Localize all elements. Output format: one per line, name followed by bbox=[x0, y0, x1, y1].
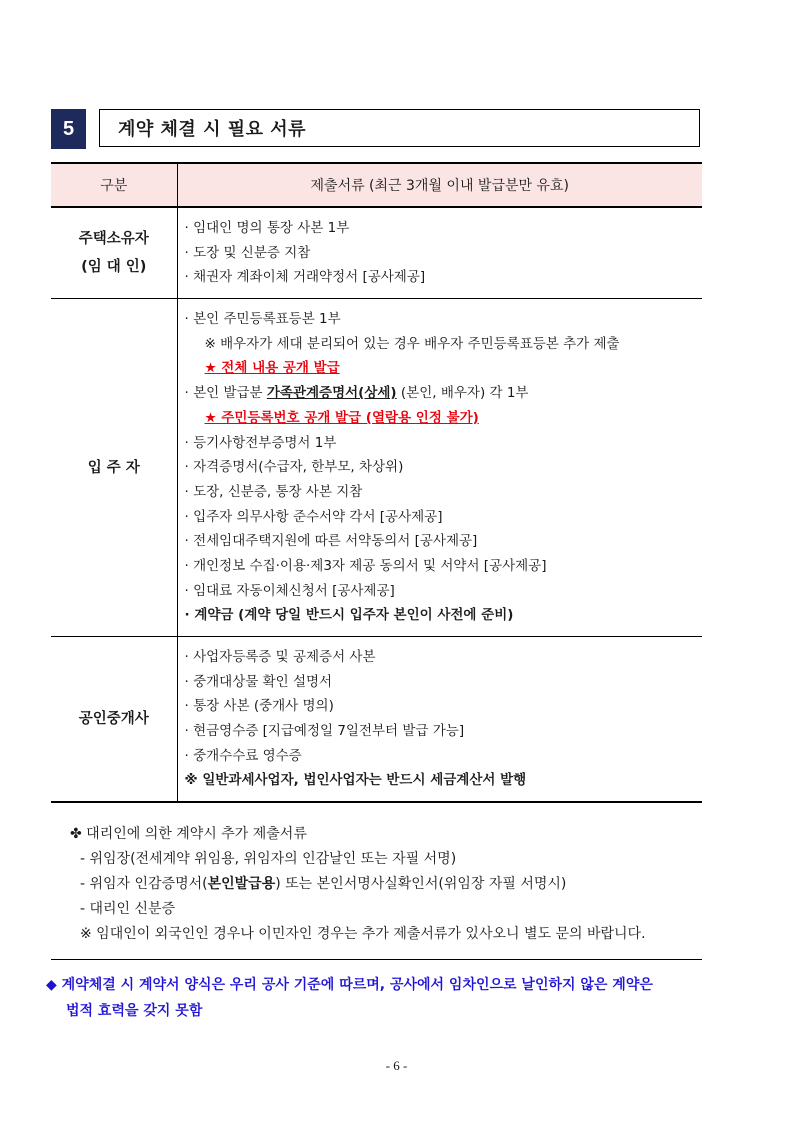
documents-cell bbox=[177, 299, 702, 637]
document-item: · 자격증명서(수급자, 한부모, 차상위) bbox=[184, 459, 404, 476]
header-category: 구분 bbox=[51, 163, 177, 207]
document-item: · 입주자 의무사항 준수서약 각서 [공사제공] bbox=[184, 508, 443, 525]
document-item: · 도장 및 신분증 지참 bbox=[184, 244, 311, 261]
section-number: 5 bbox=[51, 109, 86, 149]
warning-item: ★ 주민등록번호 공개 발급 (열람용 인정 불가) bbox=[204, 409, 479, 426]
category-label: 공인중개사 bbox=[78, 711, 149, 728]
footnote-line: 법적 효력을 갖지 못함 bbox=[66, 1003, 203, 1019]
category-label: 주택소유자 bbox=[78, 231, 149, 248]
category-cell bbox=[51, 207, 177, 299]
warning-item: ★ 전체 내용 공개 발급 bbox=[204, 360, 340, 377]
section-header bbox=[51, 109, 702, 149]
document-item: · 임대인 명의 통장 사본 1부 bbox=[184, 220, 350, 236]
note-item: ※ 배우자가 세대 분리되어 있는 경우 배우자 주민등록표등본 추가 제출 bbox=[204, 335, 620, 352]
divider bbox=[51, 959, 702, 960]
note-line: - 대리인 신분증 bbox=[80, 901, 176, 917]
table-row bbox=[51, 299, 702, 637]
document-item: · 등기사항전부증명서 1부 bbox=[184, 434, 337, 451]
footnote-line: ◆ 계약체결 시 계약서 양식은 우리 공사 기준에 따르며, 공사에서 임차인으로 날인하지 않은 계약은 bbox=[46, 977, 653, 993]
document-item: · 중개수수료 영수증 bbox=[184, 747, 302, 764]
contract-footnote bbox=[46, 972, 653, 1024]
proxy-documents-notes bbox=[70, 822, 646, 947]
category-cell bbox=[51, 637, 177, 803]
section-title: 계약 체결 시 필요 서류 bbox=[99, 109, 700, 147]
document-item-emphasis: 가족관계증명서(상세) bbox=[266, 385, 397, 402]
note-line-text: ) 또는 본인서명사실확인서(위임장 자필 서명시) bbox=[275, 876, 567, 892]
table-row bbox=[51, 207, 702, 299]
document-item: · 현금영수증 [지급예정일 7일전부터 발급 가능] bbox=[184, 723, 465, 740]
documents-cell bbox=[177, 637, 702, 803]
notes-heading: ✤ 대리인에 의한 계약시 추가 제출서류 bbox=[70, 826, 307, 842]
document-item: · 본인 주민등록표등본 1부 bbox=[184, 311, 341, 328]
document-item: · 개인정보 수집·이용·제3자 제공 동의서 및 서약서 [공사제공] bbox=[184, 557, 547, 574]
documents-cell bbox=[177, 207, 702, 299]
document-item-text: · 본인 발급분 bbox=[184, 385, 267, 402]
required-documents-table bbox=[51, 162, 702, 803]
document-item-text: (본인, 배우자) 각 1부 bbox=[396, 385, 529, 402]
document-item: · 채권자 계좌이체 거래약정서 [공사제공] bbox=[184, 269, 426, 286]
note-line-text: - 위임자 인감증명서( bbox=[80, 876, 208, 892]
category-label: (임 대 인) bbox=[81, 259, 147, 276]
note-line: - 위임장(전세계약 위임용, 위임자의 인감날인 또는 자필 서명) bbox=[80, 851, 457, 867]
note-item: ※ 일반과세사업자, 법인사업자는 반드시 세금계산서 발행 bbox=[184, 772, 527, 789]
note-line bbox=[70, 872, 646, 897]
document-item: · 사업자등록증 및 공제증서 사본 bbox=[184, 649, 376, 665]
category-label: 입 주 자 bbox=[87, 459, 140, 476]
document-item bbox=[185, 381, 703, 406]
note-line-emphasis: 본인발급용 bbox=[207, 876, 276, 892]
category-cell bbox=[51, 299, 177, 637]
document-item: · 통장 사본 (중개사 명의) bbox=[184, 698, 334, 715]
note-line: ※ 임대인이 외국인인 경우나 이민자인 경우는 추가 제출서류가 있사오니 별도 문의 바랍니다. bbox=[80, 926, 646, 942]
document-item: · 임대료 자동이체신청서 [공사제공] bbox=[184, 582, 395, 599]
header-documents: 제출서류 (최근 3개월 이내 발급분만 유효) bbox=[177, 163, 702, 207]
page-number: - 6 - bbox=[385, 1058, 408, 1073]
document-item: · 전세임대주택지원에 따른 서약동의서 [공사제공] bbox=[184, 533, 478, 550]
document-item: · 도장, 신분증, 통장 사본 지참 bbox=[184, 483, 363, 500]
table-row bbox=[51, 637, 702, 803]
table-header-row bbox=[51, 163, 702, 207]
document-item: · 계약금 (계약 당일 반드시 입주자 본인이 사전에 준비) bbox=[184, 607, 514, 624]
document-item: · 중개대상물 확인 설명서 bbox=[184, 673, 333, 690]
